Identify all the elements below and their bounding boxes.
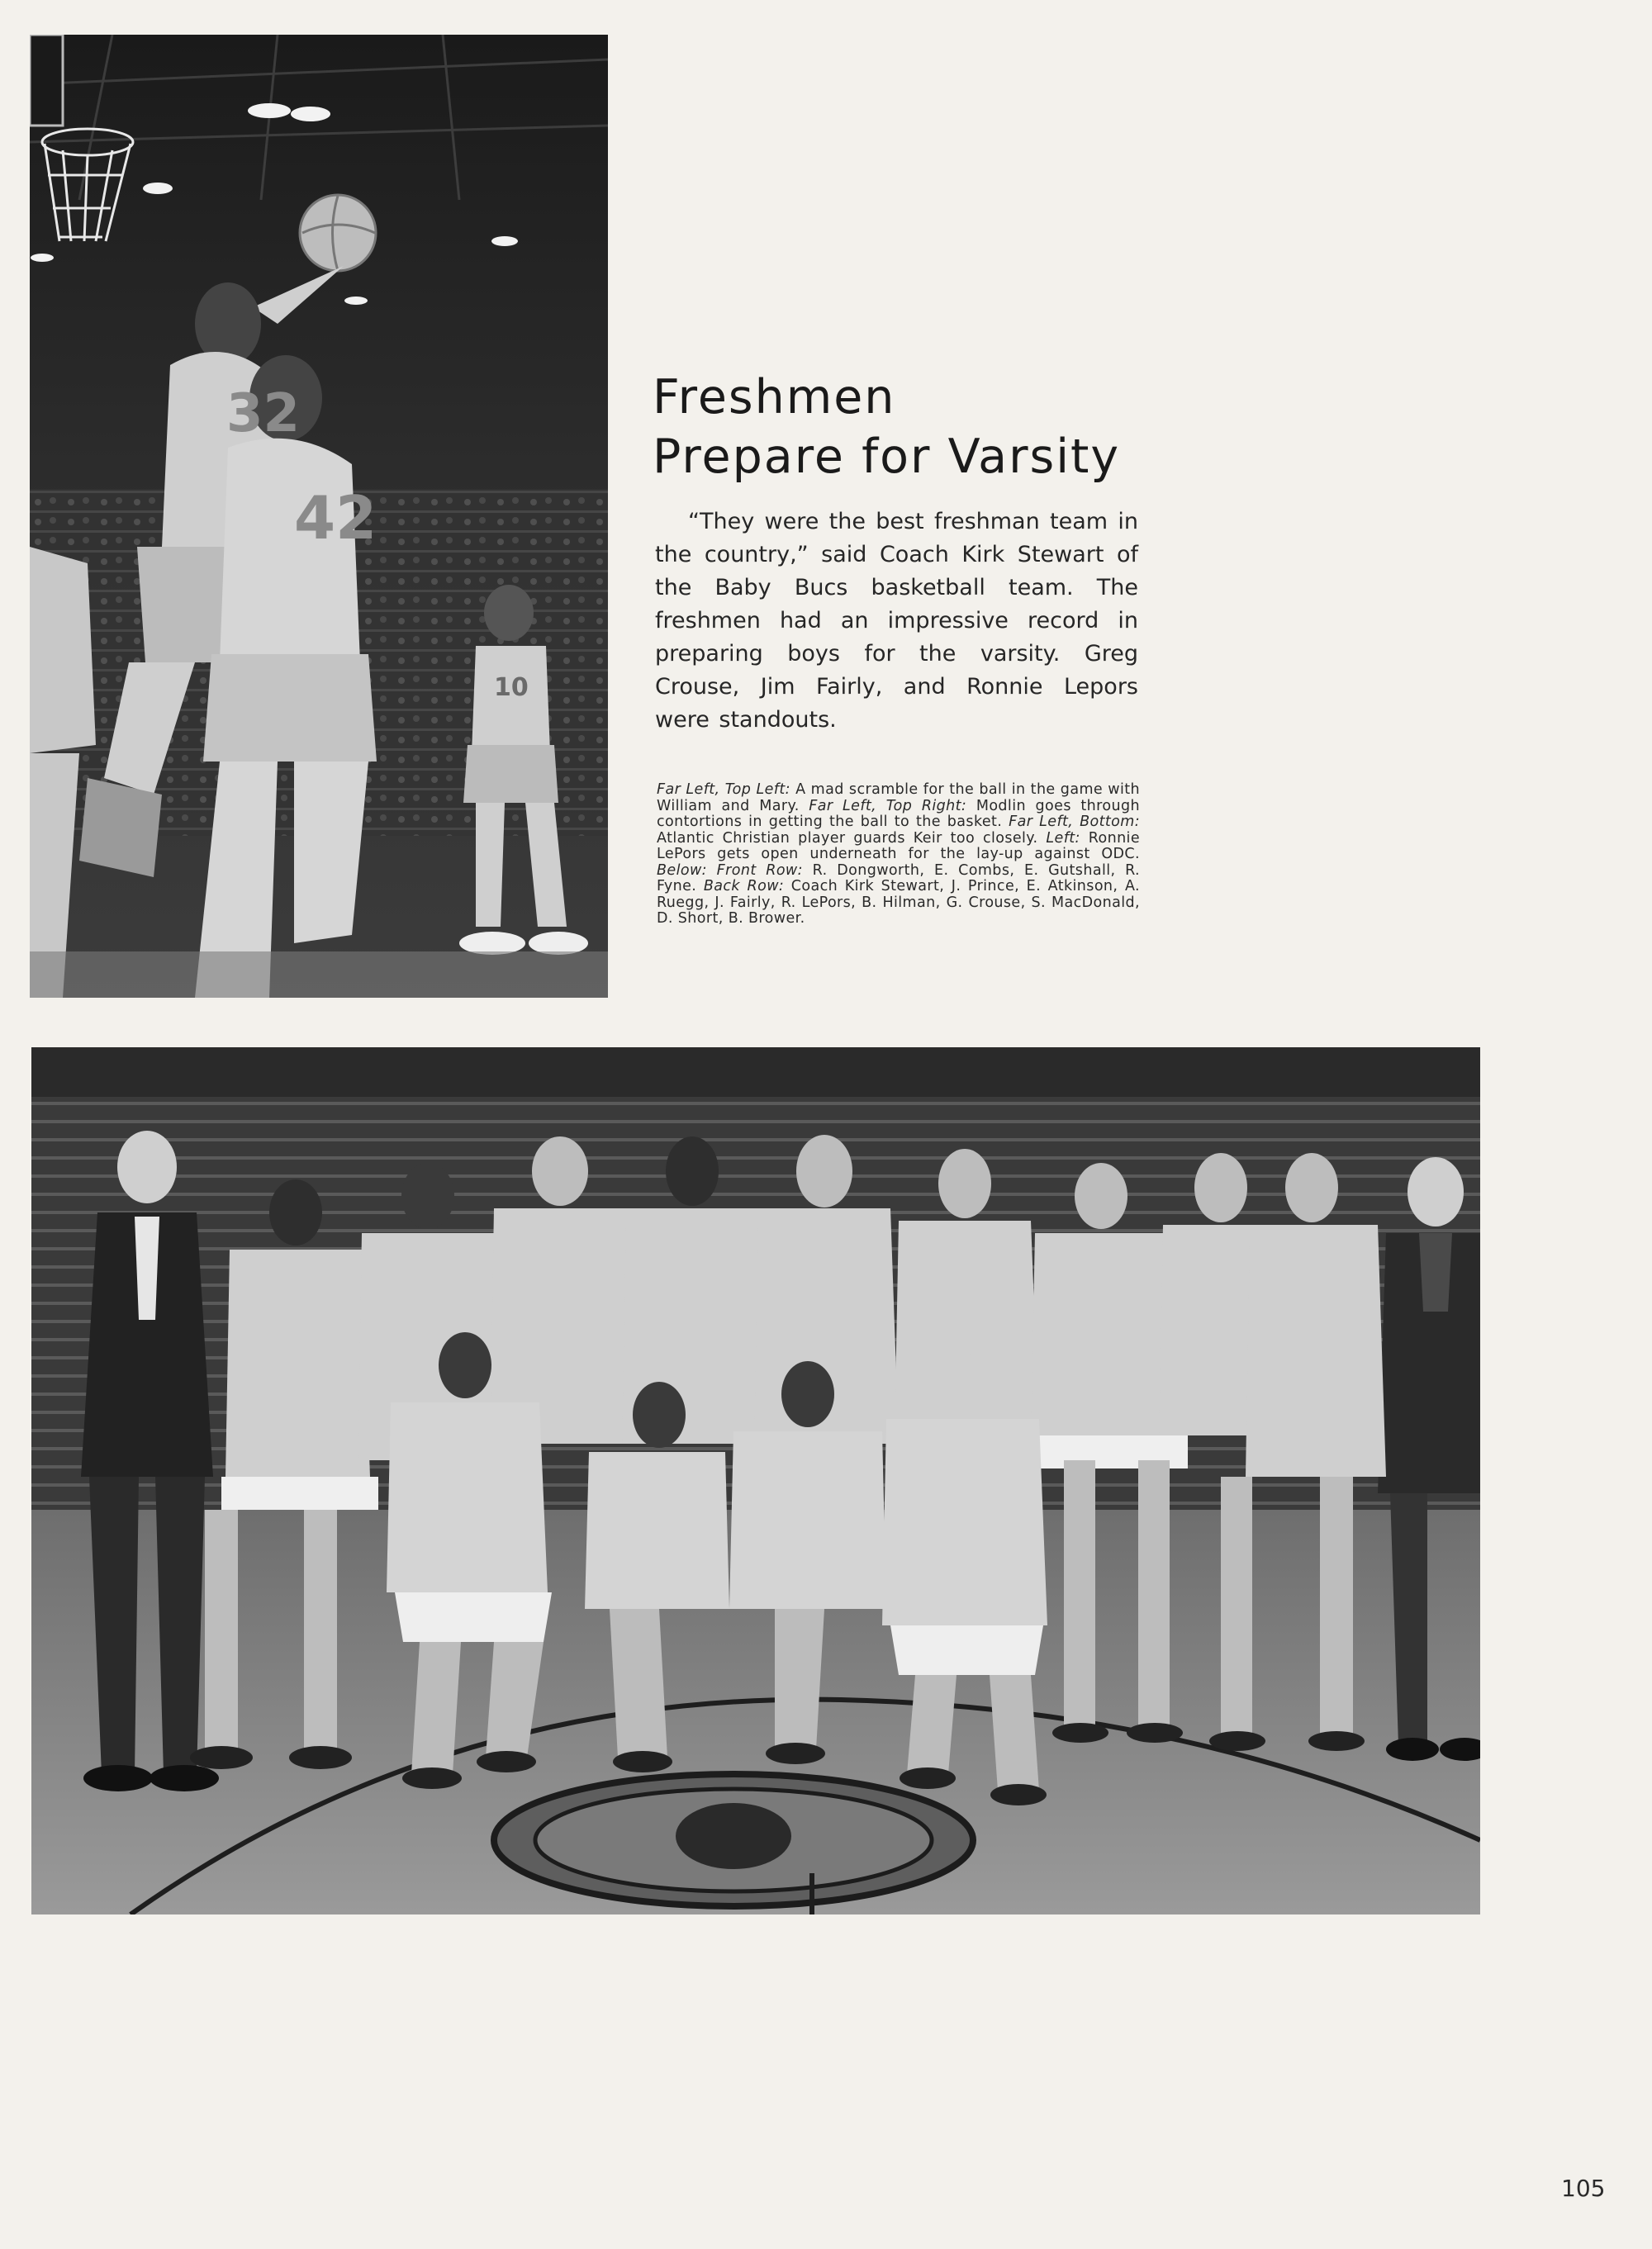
caption-label-far-left-top-left: Far Left, Top Left: [657, 781, 790, 798]
caption-text-front-row: R. Dongworth, E. Combs, E. Gutshall, R. Fyne. [657, 861, 1141, 894]
caption-text-far-left-top-left: A mad scramble for the ball in the game with William and Mary. [657, 781, 1140, 814]
basketball-action-photo [30, 35, 608, 998]
page-headline [653, 368, 1297, 486]
intro-paragraph: “They were the best freshman team in the country,” said Coach Kirk Stewart of the Baby Bucs basketball team. The freshmen had an impressive record in preparing boys for the varsity. Greg Crouse, Jim Fairly, and Ronnie Lepors were standouts. [655, 509, 1138, 733]
caption-label-far-left-bottom: Far Left, Bottom: [1009, 814, 1140, 830]
basketball [300, 195, 376, 271]
caption-text-far-left-bottom: Atlantic Christian player guards Keir too closely. [657, 829, 1047, 847]
caption-label-front-row: Front Row: [716, 861, 803, 879]
jersey-number-10: 10 [494, 673, 529, 702]
headline-line-1: Freshmen [653, 370, 896, 425]
caption-label-back-row: Back Row: [703, 878, 785, 894]
jersey-number-32: 32 [226, 383, 301, 444]
caption-label-below: Below: [657, 861, 707, 879]
basketball-action-illustration [30, 35, 608, 998]
caption-label-left: Left: [1046, 829, 1080, 847]
page-number: 105 [1561, 2175, 1606, 2202]
caption-text-left: Ronnie LePors gets open underneath for the lay-up against ODC. [657, 829, 1140, 862]
court-floor [30, 951, 608, 998]
headline-line-2: Prepare for Varsity [653, 429, 1121, 484]
caption-text-back-row: Coach Kirk Stewart, J. Prince, E. Atkinson, A. Ruegg, J. Fairly, R. LePors, B. Hilman, G. Crouse, S. MacDonald, D. Short, B. Brower. [657, 878, 1140, 927]
jersey-number-42: 42 [294, 483, 377, 553]
caption-text-between [707, 862, 717, 879]
photo-caption [657, 782, 1140, 928]
team-group-illustration [31, 1047, 1480, 1914]
team-group-photo [31, 1047, 1480, 1914]
caption-label-far-left-top-right: Far Left, Top Right: [809, 797, 967, 814]
caption-text-far-left-top-right: Modlin goes through contortions in getting the ball to the basket. [657, 797, 1140, 830]
